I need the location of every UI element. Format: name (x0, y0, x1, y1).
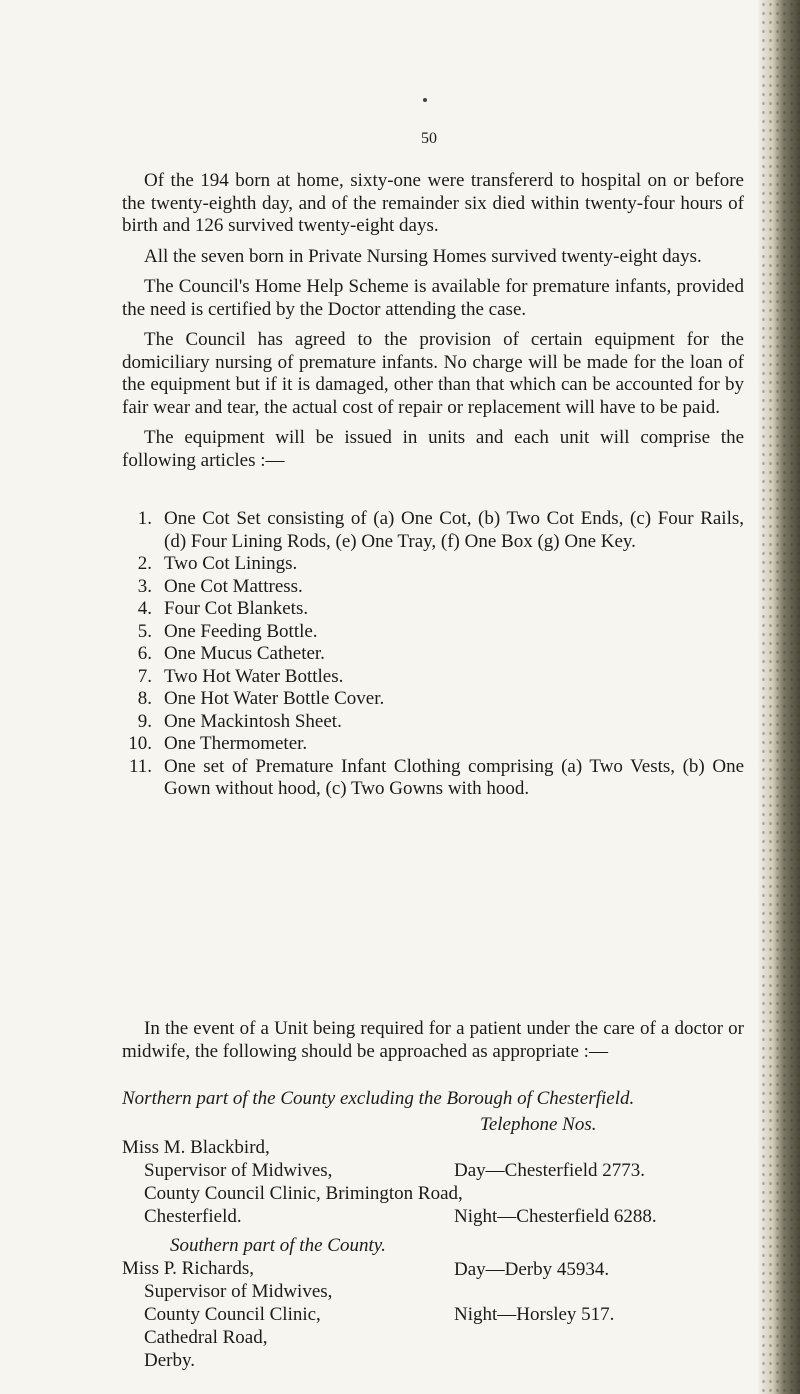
northern-address-1: County Council Clinic, Brimington Road, (144, 1183, 463, 1204)
item-text: One Thermometer. (164, 733, 308, 754)
item-text: Two Cot Linings. (164, 553, 298, 574)
list-item (122, 621, 744, 644)
southern-line: Supervisor of Midwives, (144, 1281, 333, 1302)
northern-day-phone: Day—Chesterfield 2773. (454, 1160, 646, 1181)
northern-address-2: Chesterfield. (144, 1206, 242, 1227)
item-number: 7. (137, 665, 152, 687)
item-number: 2. (137, 553, 152, 574)
telephone-heading: Telephone Nos. (480, 1114, 597, 1135)
northern-name: Miss M. Blackbird, (122, 1137, 270, 1158)
paragraph-contacts-intro: In the event of a Unit being required for a patient under the care of a doctor or midwife, the following should be approached as appropriate :— (122, 1018, 744, 1062)
item-number: 10. (128, 733, 152, 754)
ink-dot (423, 98, 427, 102)
item-text: One Hot Water Bottle Cover. (164, 688, 385, 709)
body-paragraphs (122, 170, 744, 480)
contacts-intro (122, 1018, 744, 1071)
item-text: Two Hot Water Bottles. (164, 665, 344, 687)
southern-heading: Southern part of the County. (170, 1235, 386, 1256)
item-text: One Mucus Catheter. (164, 643, 325, 664)
list-item (122, 643, 744, 666)
paragraph-equipment-units: The equipment will be issued in units and each unit will comprise the following articles :— (122, 427, 744, 471)
northern-heading: Northern part of the County excluding the Borough of Chesterfield. (122, 1088, 635, 1109)
page-number: 50 (421, 130, 437, 147)
list-item (122, 756, 744, 801)
paragraph-nursing-homes: All the seven born in Private Nursing Homes survived twenty-eight days. (144, 245, 702, 267)
item-text: One Cot Set consisting of (a) One Cot, (b) Two Cot Ends, (c) Four Rails, (d) Four Lining Rods, (e) One Tray, (f) One Box (g) One Key. (164, 508, 744, 552)
paragraph-home-births: Of the 194 born at home, sixty-one were transfererd to hospital on or before the twenty-eighth day, and of the remainder six died within twenty-four hours of birth and 126 survived twenty-eight days. (122, 170, 744, 236)
item-text: One set of Premature Infant Clothing comprising (a) Two Vests, (b) One Gown without hood, (c) Two Gowns with hood. (164, 755, 744, 799)
item-number: 6. (137, 643, 152, 664)
paragraph-home-help: The Council's Home Help Scheme is available for premature infants, provided the need is certified by the Doctor attending the case. (122, 276, 744, 320)
list-item (122, 666, 744, 689)
page-edge-texture (760, 0, 800, 1394)
northern-night-phone: Night—Chesterfield 6288. (454, 1206, 657, 1227)
item-number: 8. (137, 688, 152, 709)
list-item (122, 688, 744, 711)
item-number: 1. (137, 508, 152, 529)
list-item (122, 598, 744, 621)
list-item (122, 733, 744, 756)
list-item (122, 553, 744, 576)
southern-line: Cathedral Road, (144, 1327, 268, 1348)
southern-line: Miss P. Richards, (122, 1258, 254, 1279)
southern-night-phone: Night—Horsley 517. (454, 1304, 615, 1325)
southern-day-phone: Day—Derby 45934. (454, 1259, 610, 1280)
equipment-list (122, 508, 744, 801)
item-number: 11. (128, 755, 152, 777)
northern-role: Supervisor of Midwives, (144, 1160, 333, 1181)
southern-line: County Council Clinic, (144, 1304, 321, 1325)
list-item (122, 508, 744, 553)
item-text: Four Cot Blankets. (164, 598, 309, 619)
paragraph-equipment-loan: The Council has agreed to the provision of certain equipment for the domiciliary nursing of premature infants. No charge will be made for the loan of the equipment but if it is damaged, other than that which can be accounted for by fair wear and tear, the actual cost of repair or replacement will have to be paid. (122, 329, 744, 418)
item-text: One Mackintosh Sheet. (164, 710, 342, 732)
list-item (122, 711, 744, 734)
southern-line: Derby. (144, 1350, 195, 1371)
item-number: 9. (137, 710, 152, 732)
item-number: 5. (137, 620, 152, 642)
item-text: One Cot Mattress. (164, 575, 303, 597)
item-number: 3. (137, 575, 152, 597)
item-number: 4. (137, 598, 152, 619)
item-text: One Feeding Bottle. (164, 620, 318, 642)
list-item (122, 576, 744, 599)
